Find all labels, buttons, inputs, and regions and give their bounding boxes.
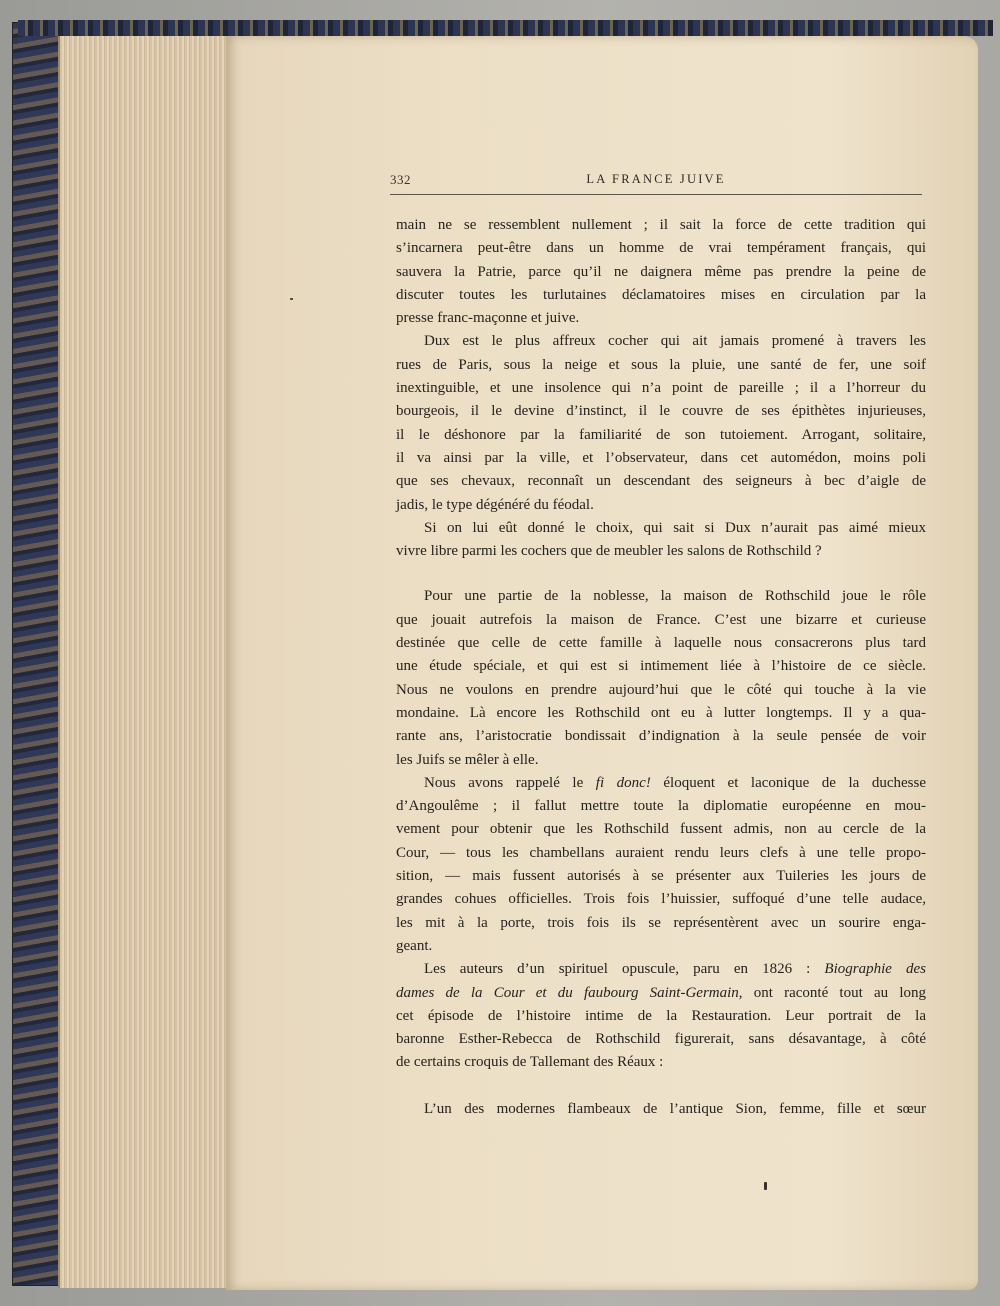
- paragraph-2: [396, 330, 926, 516]
- running-head: [390, 170, 922, 195]
- text-line: cet épisode de l’histoire intime de la Restauration. Leur portrait de la: [396, 1007, 926, 1024]
- paragraph-1: [396, 214, 926, 330]
- cover-top-edge: [18, 20, 993, 36]
- text-line: [396, 982, 926, 1005]
- text-line: Nous ne voulons en prendre aujourd’hui que le côté qui touche à la vie: [396, 681, 926, 698]
- section-gap: [396, 563, 926, 585]
- margin-mark: [290, 298, 293, 300]
- text-line: s’incarnera peut-être dans un homme de vrai tempérament français, qui: [396, 240, 926, 257]
- text-line: que ses chevaux, reconnaît un descendant des seigneurs à bec d’aigle de: [396, 473, 926, 490]
- paragraph-4: [396, 585, 926, 771]
- text-run: Nous avons rappelé le: [424, 774, 596, 791]
- text-line: geant.: [396, 937, 433, 954]
- ink-speck: [764, 1182, 767, 1190]
- italic-title: Biographie des: [824, 961, 926, 978]
- text-run: Les auteurs d’un spirituel opuscule, paru en 1826 :: [424, 961, 825, 978]
- text-line: [396, 958, 926, 981]
- text-line: d’Angoulême ; il fallut mettre toute la diplomatie européenne en mou-: [396, 798, 926, 815]
- text-line: les Juifs se mêler à elle.: [396, 751, 539, 768]
- text-line: mondaine. Là encore les Rothschild ont eu à lutter longtemps. Il y a qua-: [396, 704, 926, 721]
- text-line: il va ainsi par la ville, et l’observateur, dans cet automédon, moins poli: [396, 449, 926, 466]
- page-block-edge: [58, 36, 230, 1288]
- text-line: main ne se ressemblent nullement ; il sait la force de cette tradition qui: [396, 217, 926, 233]
- text-line: Pour une partie de la noblesse, la maison de Rothschild joue le rôle: [424, 588, 926, 605]
- text-line: baronne Esther-Rebecca de Rothschild figurerait, sans désavantage, à côté: [396, 1031, 926, 1048]
- text-line: rues de Paris, sous la neige et sous la pluie, une santé de fer, une soif: [396, 356, 926, 373]
- marbled-cover-board: [12, 22, 62, 1286]
- text-line: que jouait autrefois la maison de France. C’est une bizarre et curieuse: [396, 611, 926, 628]
- text-line: bourgeois, il le devine d’instinct, il le couvre de ses épithètes injurieuses,: [396, 403, 926, 420]
- text-line: de certains croquis de Tallemant des Réaux :: [396, 1054, 664, 1071]
- text-line: sauvera la Patrie, parce qu’il ne daignera même pas prendre la peine de: [396, 263, 926, 280]
- text-line: une étude spéciale, et qui est si intimement liée à l’histoire de ce siècle.: [396, 658, 926, 675]
- text-run: , ont raconté tout au long: [738, 984, 926, 1001]
- text-line: les mit à la porte, trois fois ils se représentèrent avec un sourire enga-: [396, 914, 926, 931]
- body-text: [396, 214, 926, 1121]
- text-line: L’un des modernes flambeaux de l’antique Sion, femme, fille et sœur: [424, 1100, 926, 1117]
- text-run: éloquent et laconique de la duchesse: [650, 774, 926, 791]
- text-line: il le déshonore par la familiarité de son tutoiement. Arrogant, solitaire,: [396, 426, 926, 443]
- text-line: jadis, le type dégénéré du féodal.: [396, 496, 594, 513]
- quote-gap: [396, 1075, 926, 1098]
- italic-phrase: fi donc!: [595, 774, 651, 791]
- text-line: presse franc-maçonne et juive.: [396, 310, 580, 327]
- page-number: 332: [390, 172, 411, 187]
- text-line: [396, 772, 926, 795]
- text-line: inextinguible, et une insolence qui n’a point de pareille ; il a l’horreur du: [396, 380, 926, 397]
- quotation: [396, 1098, 926, 1121]
- paragraph-5: [396, 772, 926, 958]
- text-line: Si on lui eût donné le choix, qui sait si Dux n’aurait pas aimé mieux: [424, 519, 926, 536]
- running-title: LA FRANCE JUIVE: [586, 172, 726, 186]
- text-line: vivre libre parmi les cochers que de meubler les salons de Rothschild ?: [396, 543, 822, 560]
- paragraph-6: [396, 958, 926, 1074]
- text-line: sition, — mais fussent autorisés à se présenter aux Tuileries les jours de: [396, 868, 926, 885]
- text-line: destinée que celle de cette famille à laquelle nous consacrerons plus tard: [396, 635, 926, 652]
- text-line: Cour, — tous les chambellans auraient rendu leurs clefs à une telle propo-: [396, 844, 926, 861]
- text-line: Dux est le plus affreux cocher qui ait jamais promené à travers les: [424, 333, 926, 350]
- text-line: grandes cohues officielles. Trois fois l’huissier, suffoqué d’une telle audace,: [396, 891, 926, 908]
- italic-title: dames de la Cour et du faubourg Saint-Germain: [396, 984, 739, 1001]
- text-line: rante ans, l’aristocratie bondissait d’indignation à la seule pensée de voir: [396, 728, 926, 745]
- text-line: discuter toutes les turlutaines déclamatoires mises en circulation par la: [396, 286, 926, 303]
- paragraph-3: [396, 517, 926, 564]
- text-line: vement pour obtenir que les Rothschild fussent admis, non au cercle de la: [396, 821, 926, 838]
